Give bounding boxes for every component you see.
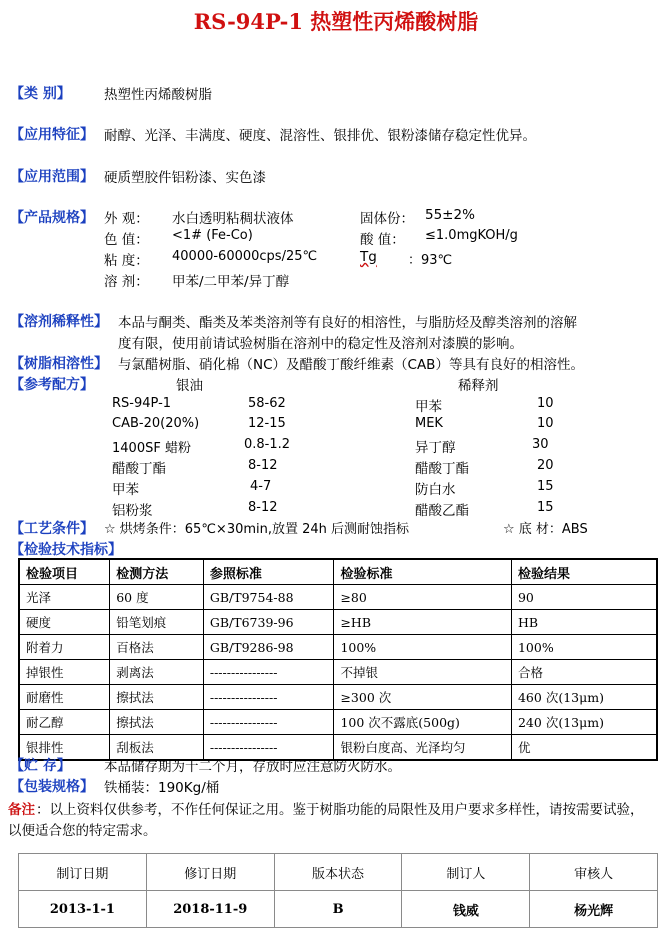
- formula-item-name: 1400SF 蜡粉: [112, 441, 191, 456]
- table-cell: GB/T6739-96: [203, 610, 334, 635]
- category-label: 【类 别】: [10, 86, 71, 102]
- table-cell: GB/T9286-98: [203, 635, 334, 660]
- packing-label: 【包装规格】: [10, 779, 94, 795]
- spec-viscosity-value: 40000-60000cps/25℃: [172, 249, 318, 264]
- scope-text: 硬质塑胶件铝粉漆、实色漆: [104, 170, 266, 186]
- formula-item-name: 醋酸丁酯: [112, 461, 166, 477]
- dilution-label: 【溶剂稀释性】: [10, 314, 108, 330]
- table-cell: GB/T9754-88: [203, 585, 334, 610]
- packing-text: 铁桶装：190Kg/桶: [104, 780, 220, 796]
- tech-header-cell: 检测方法: [110, 559, 204, 585]
- process-substrate-text: ☆ 底 材：ABS: [503, 522, 588, 537]
- tech-header-cell: 参照标准: [203, 559, 334, 585]
- dilution-text-line2: 度有限，使用前请试验树脂在溶剂中的稳定性及溶剂对漆膜的影响。: [118, 336, 523, 352]
- revision-value-cell: 2018-11-9: [146, 891, 274, 928]
- table-cell: 银排性: [19, 735, 110, 761]
- table-cell: 不掉银: [334, 660, 512, 685]
- formula-item-name: 异丁醇: [415, 440, 456, 456]
- formula-item-qty: 4-7: [250, 479, 272, 494]
- spec-appearance-key: 外 观：: [104, 211, 149, 227]
- formula-item-name: 醋酸丁酯: [415, 461, 469, 477]
- revision-table: [18, 853, 658, 928]
- spec-tg-key: Tg: [360, 249, 377, 265]
- revision-value-cell: 钱威: [402, 891, 530, 928]
- compat-text: 与氯醋树脂、硝化棉（NC）及醋酸丁酸纤维素（CAB）等具有良好的相溶性。: [118, 357, 584, 373]
- table-row: [19, 610, 657, 635]
- table-cell: 240 次(13μm): [511, 710, 657, 735]
- formula-left-title: 银油: [176, 378, 203, 394]
- formula-right-title: 稀释剂: [458, 378, 499, 394]
- table-cell: 光泽: [19, 585, 110, 610]
- formula-item-qty: 15: [537, 479, 554, 494]
- formula-item-qty: 20: [537, 458, 554, 473]
- revision-header-row: [19, 854, 658, 891]
- formula-item-qty: 8-12: [248, 458, 278, 473]
- formula-item-qty: 30: [532, 437, 549, 452]
- note-text-line1: ：以上资料仅供参考，不作任何保证之用。鉴于树脂功能的局限性及用户要求多样性，请按需要试验，: [36, 802, 644, 818]
- revision-header-cell: 版本状态: [274, 854, 402, 891]
- table-cell: 合格: [511, 660, 657, 685]
- spec-acid-key: 酸 值：: [360, 232, 405, 248]
- table-cell: 硬度: [19, 610, 110, 635]
- revision-value-row: [19, 891, 658, 928]
- tech-table-header: [19, 559, 657, 585]
- tech-label: 【检验技术指标】: [10, 542, 122, 558]
- table-cell: 擦拭法: [110, 710, 204, 735]
- formula-item-name: RS-94P-1: [112, 396, 172, 411]
- table-cell: 掉银性: [19, 660, 110, 685]
- compat-label: 【树脂相溶性】: [10, 356, 108, 372]
- spec-solids-value: 55±2%: [425, 207, 475, 223]
- formula-item-qty: 10: [537, 416, 554, 431]
- table-row: [19, 685, 657, 710]
- table-cell: ≥HB: [334, 610, 512, 635]
- formula-item-name: 醋酸乙酯: [415, 503, 469, 519]
- revision-value-cell: B: [274, 891, 402, 928]
- spec-color-key: 色 值：: [104, 232, 149, 248]
- formula-item-qty: 15: [537, 500, 554, 515]
- revision-value-cell: 杨光辉: [530, 891, 658, 928]
- spec-acid-value: ≤1.0mgKOH/g: [425, 228, 518, 243]
- tech-header-cell: 检验结果: [511, 559, 657, 585]
- process-label: 【工艺条件】: [10, 521, 94, 537]
- table-cell: 铅笔划痕: [110, 610, 204, 635]
- note-label: 备注: [8, 802, 35, 818]
- scope-label: 【应用范围】: [10, 169, 94, 185]
- table-cell: 附着力: [19, 635, 110, 660]
- revision-header-cell: 制订日期: [19, 854, 147, 891]
- process-bake-text: ☆ 烘烤条件：65℃×30min,放置 24h 后测耐蚀指标: [104, 522, 410, 537]
- spec-solvent-value: 甲苯/二甲苯/异丁醇: [172, 274, 290, 290]
- table-row: [19, 710, 657, 735]
- revision-value-cell: 2013-1-1: [19, 891, 147, 928]
- tech-table: [18, 558, 658, 761]
- tech-header-cell: 检验项目: [19, 559, 110, 585]
- revision-header-cell: 制订人: [402, 854, 530, 891]
- spec-color-value: <1# (Fe-Co): [172, 228, 253, 243]
- category-text: 热塑性丙烯酸树脂: [104, 87, 212, 103]
- features-label: 【应用特征】: [10, 127, 94, 143]
- formula-item-name: 铝粉浆: [112, 503, 153, 519]
- table-cell: 优: [511, 735, 657, 761]
- table-cell: 剥离法: [110, 660, 204, 685]
- table-cell: 刮板法: [110, 735, 204, 761]
- spec-label: 【产品规格】: [10, 210, 94, 226]
- formula-item-qty: 0.8-1.2: [244, 437, 291, 452]
- table-cell: 100%: [334, 635, 512, 660]
- table-cell: ----------------: [203, 685, 334, 710]
- storage-label: 【贮 存】: [10, 758, 71, 774]
- formula-item-qty: 8-12: [248, 500, 278, 515]
- spec-tg-value: ：93℃: [408, 253, 453, 268]
- revision-header-cell: 修订日期: [146, 854, 274, 891]
- dilution-text-line1: 本品与酮类、酯类及苯类溶剂等有良好的相溶性，与脂肪烃及醇类溶剂的溶解: [118, 315, 577, 331]
- table-cell: HB: [511, 610, 657, 635]
- table-cell: 90: [511, 585, 657, 610]
- formula-item-name: CAB-20(20%): [112, 416, 200, 431]
- table-row: [19, 585, 657, 610]
- table-cell: 银粉白度高、光泽均匀: [334, 735, 512, 761]
- page-title: RS-94P-1 热塑性丙烯酸树脂: [193, 9, 479, 34]
- formula-item-qty: 58-62: [248, 396, 286, 411]
- table-row: [19, 660, 657, 685]
- table-cell: 耐乙醇: [19, 710, 110, 735]
- table-cell: 60 度: [110, 585, 204, 610]
- storage-text: 本品储存期为十二个月，存放时应注意防火防水。: [104, 759, 401, 775]
- note-text-line2: 以便适合您的特定需求。: [8, 823, 157, 839]
- spec-viscosity-key: 粘 度：: [104, 253, 149, 269]
- features-text: 耐醇、光泽、丰满度、硬度、混溶性、银排优、银粉漆储存稳定性优异。: [104, 128, 536, 144]
- formula-item-qty: 12-15: [248, 416, 286, 431]
- formula-label: 【参考配方】: [10, 377, 94, 393]
- formula-item-name: 防白水: [415, 482, 456, 498]
- spec-solids-key: 固体份：: [360, 211, 414, 227]
- table-cell: 耐磨性: [19, 685, 110, 710]
- spec-appearance-value: 水白透明粘稠状液体: [172, 211, 294, 227]
- revision-header-cell: 审核人: [530, 854, 658, 891]
- spec-solvent-key: 溶 剂：: [104, 274, 149, 290]
- formula-item-qty: 10: [537, 396, 554, 411]
- tech-header-cell: 检验标准: [334, 559, 512, 585]
- formula-item-name: MEK: [415, 416, 443, 431]
- table-cell: ----------------: [203, 735, 334, 761]
- table-cell: 百格法: [110, 635, 204, 660]
- table-cell: 100%: [511, 635, 657, 660]
- formula-item-name: 甲苯: [415, 399, 442, 415]
- table-cell: ≥300 次: [334, 685, 512, 710]
- table-cell: ----------------: [203, 710, 334, 735]
- table-cell: 100 次不露底(500g): [334, 710, 512, 735]
- table-cell: ≥80: [334, 585, 512, 610]
- table-cell: ----------------: [203, 660, 334, 685]
- formula-item-name: 甲苯: [112, 482, 139, 498]
- table-cell: 460 次(13μm): [511, 685, 657, 710]
- table-row: [19, 635, 657, 660]
- table-cell: 擦拭法: [110, 685, 204, 710]
